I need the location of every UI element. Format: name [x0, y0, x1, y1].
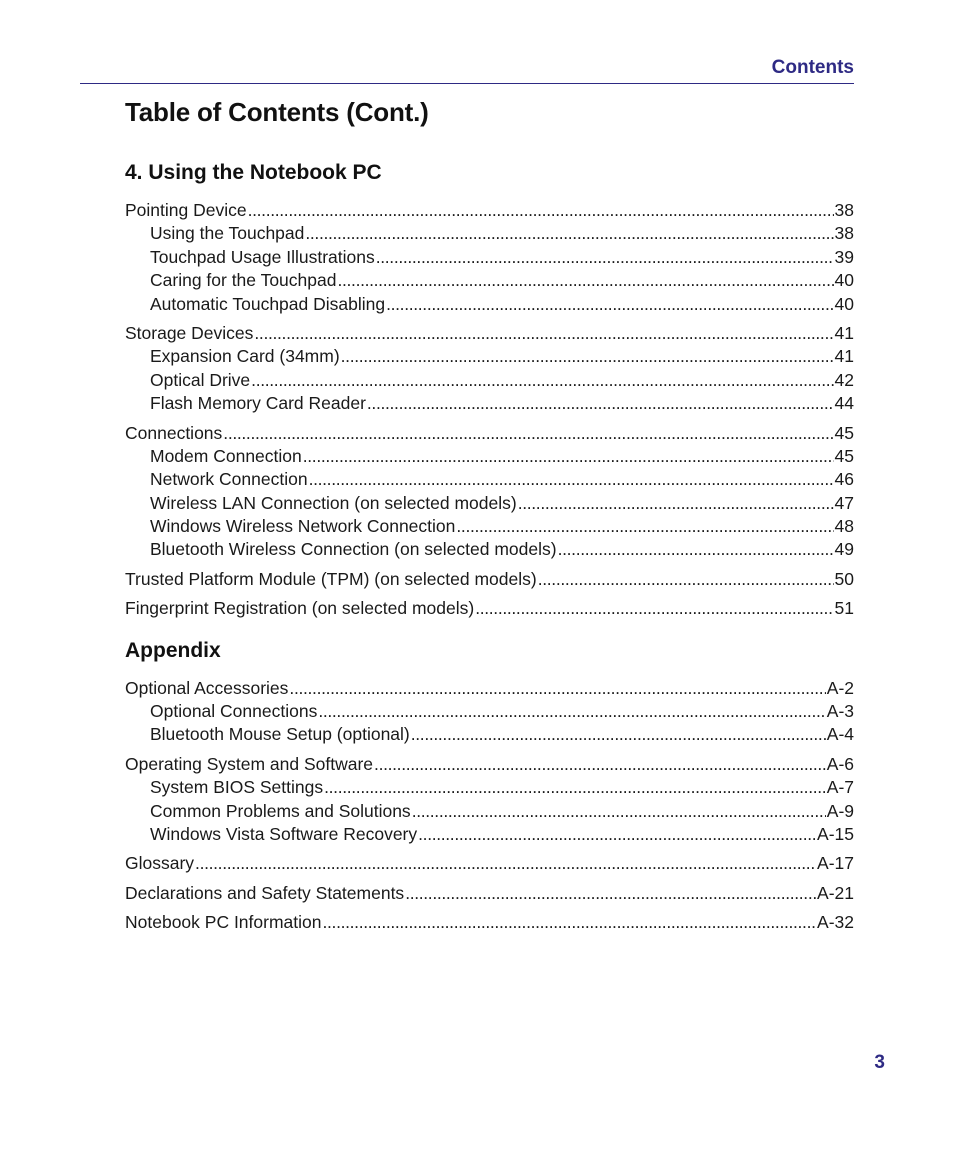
dot-leader	[341, 345, 834, 368]
toc-group	[125, 852, 854, 875]
toc-page-number: 45	[834, 422, 854, 443]
toc-page-number: 46	[834, 469, 854, 490]
toc-group	[125, 677, 854, 747]
toc-page-number: 47	[834, 492, 854, 513]
toc-group	[125, 322, 854, 416]
toc-page-number: A-4	[826, 724, 854, 745]
toc-group	[125, 199, 854, 316]
toc-entry-text: Notebook PC Information	[125, 912, 322, 933]
toc-page-number: A-32	[817, 912, 854, 933]
dot-leader	[254, 322, 833, 345]
toc-page-number: A-15	[817, 823, 854, 844]
dot-leader	[538, 568, 834, 591]
toc-entry-text: Wireless LAN Connection (on selected models)	[150, 492, 517, 513]
toc-entry[interactable]	[125, 753, 854, 776]
section-title: 4. Using the Notebook PC	[125, 161, 382, 184]
toc-entry-text: Touchpad Usage Illustrations	[150, 246, 375, 267]
dot-leader	[223, 422, 833, 445]
toc-section-using-notebook	[125, 161, 854, 621]
dot-leader	[305, 222, 833, 245]
toc-group	[125, 911, 854, 934]
toc-entry-text: Bluetooth Wireless Connection (on selected models)	[150, 539, 557, 560]
toc-entry[interactable]	[125, 199, 854, 222]
toc-subentry[interactable]	[125, 700, 854, 723]
dot-leader	[475, 597, 833, 620]
toc-entry-text: Modem Connection	[150, 445, 302, 466]
toc-entry-text: Glossary	[125, 853, 195, 874]
toc-page-number: A-21	[817, 882, 854, 903]
dot-leader	[251, 369, 833, 392]
toc-entry-text: Automatic Touchpad Disabling	[150, 293, 386, 314]
dot-leader	[303, 445, 834, 468]
toc-page-number: 40	[834, 293, 854, 314]
toc-page-number: 44	[834, 393, 854, 414]
dot-leader	[411, 723, 826, 746]
toc-page-number: 51	[834, 598, 854, 619]
dot-leader	[324, 776, 826, 799]
toc-entry-text: Caring for the Touchpad	[150, 270, 337, 291]
toc-entry-text: Connections	[125, 422, 223, 443]
toc-page-number: 50	[834, 568, 854, 589]
toc-subentry[interactable]	[125, 468, 854, 491]
toc-page-number: 41	[834, 346, 854, 367]
dot-leader	[367, 392, 834, 415]
toc-subentry[interactable]	[125, 515, 854, 538]
toc-subentry[interactable]	[125, 538, 854, 561]
dot-leader	[558, 538, 834, 561]
toc-subentry[interactable]	[125, 776, 854, 799]
toc-page-number: 39	[834, 246, 854, 267]
toc-entry-text: Pointing Device	[125, 200, 247, 220]
dot-leader	[374, 753, 826, 776]
toc-subentry[interactable]	[125, 492, 854, 515]
dot-leader	[318, 700, 825, 723]
toc-entry[interactable]	[125, 677, 854, 700]
toc-page-number: 38	[834, 223, 854, 244]
toc-entry-text: Optical Drive	[150, 369, 251, 390]
toc-entry[interactable]	[125, 322, 854, 345]
toc-entry-text: Storage Devices	[125, 322, 254, 343]
toc-entry[interactable]	[125, 568, 854, 591]
toc-group	[125, 753, 854, 847]
toc-entry-text: Declarations and Safety Statements	[125, 882, 405, 903]
toc-page-number: 45	[834, 445, 854, 466]
toc-entry-text: Bluetooth Mouse Setup (optional)	[150, 724, 410, 745]
toc-entry-text: Network Connection	[150, 469, 308, 490]
dot-leader	[456, 515, 833, 538]
toc-entry-text: Flash Memory Card Reader	[150, 393, 366, 414]
toc-subentry[interactable]	[125, 269, 854, 292]
toc-entry-text: Operating System and Software	[125, 753, 374, 774]
toc-entry[interactable]	[125, 852, 854, 875]
toc-entry-text: Using the Touchpad	[150, 223, 305, 244]
header-rule	[80, 83, 854, 84]
toc-page-number: A-9	[826, 800, 854, 821]
page-title: Table of Contents (Cont.)	[125, 97, 429, 127]
toc-page-number: 38	[834, 200, 854, 220]
dot-leader	[195, 852, 816, 875]
dot-leader	[376, 246, 834, 269]
toc-section-appendix	[125, 639, 854, 935]
toc-subentry[interactable]	[125, 345, 854, 368]
toc-entry-text: Expansion Card (34mm)	[150, 346, 340, 367]
dot-leader	[418, 823, 816, 846]
dot-leader	[412, 800, 826, 823]
toc-group	[125, 882, 854, 905]
toc-page-number: A-17	[817, 853, 854, 874]
toc-subentry[interactable]	[125, 445, 854, 468]
running-header: Contents	[771, 57, 854, 78]
dot-leader	[337, 269, 833, 292]
toc-subentry[interactable]	[125, 246, 854, 269]
dot-leader	[248, 199, 834, 222]
toc-subentry[interactable]	[125, 823, 854, 846]
toc-entry-text: Common Problems and Solutions	[150, 800, 411, 821]
toc-page-number: 42	[834, 369, 854, 390]
section-title: Appendix	[125, 638, 221, 662]
dot-leader	[386, 293, 833, 316]
toc-entry[interactable]	[125, 911, 854, 934]
toc-entry[interactable]	[125, 882, 854, 905]
toc-subentry[interactable]	[125, 369, 854, 392]
toc-group	[125, 568, 854, 591]
toc-page-number: 48	[834, 516, 854, 537]
toc-page-number: A-7	[826, 777, 854, 798]
toc-group	[125, 422, 854, 562]
dot-leader	[518, 492, 834, 515]
toc-page-number: 49	[834, 539, 854, 560]
dot-leader	[309, 468, 834, 491]
toc-group	[125, 597, 854, 620]
toc-subentry[interactable]	[125, 293, 854, 316]
toc-page-number: A-2	[826, 677, 854, 698]
toc-page-number: 41	[834, 322, 854, 343]
toc-subentry[interactable]	[125, 392, 854, 415]
toc-entry[interactable]	[125, 597, 854, 620]
toc-entry-text: Windows Wireless Network Connection	[150, 516, 456, 537]
toc-page-number: A-3	[826, 701, 854, 722]
toc-subentry[interactable]	[125, 723, 854, 746]
toc-entry-text: Trusted Platform Module (TPM) (on selected models)	[125, 568, 537, 589]
toc-body	[125, 161, 854, 941]
page-number: 3	[874, 1052, 885, 1073]
dot-leader	[289, 677, 825, 700]
toc-entry-text: Windows Vista Software Recovery	[150, 823, 418, 844]
toc-entry-text: Fingerprint Registration (on selected models)	[125, 598, 475, 619]
toc-entry-text: Optional Connections	[150, 701, 318, 722]
toc-entry[interactable]	[125, 422, 854, 445]
dot-leader	[405, 882, 816, 905]
dot-leader	[323, 911, 817, 934]
toc-subentry[interactable]	[125, 800, 854, 823]
toc-subentry[interactable]	[125, 222, 854, 245]
toc-page-number: A-6	[826, 753, 854, 774]
toc-entry-text: System BIOS Settings	[150, 777, 324, 798]
toc-entry-text: Optional Accessories	[125, 677, 289, 698]
toc-page-number: 40	[834, 270, 854, 291]
